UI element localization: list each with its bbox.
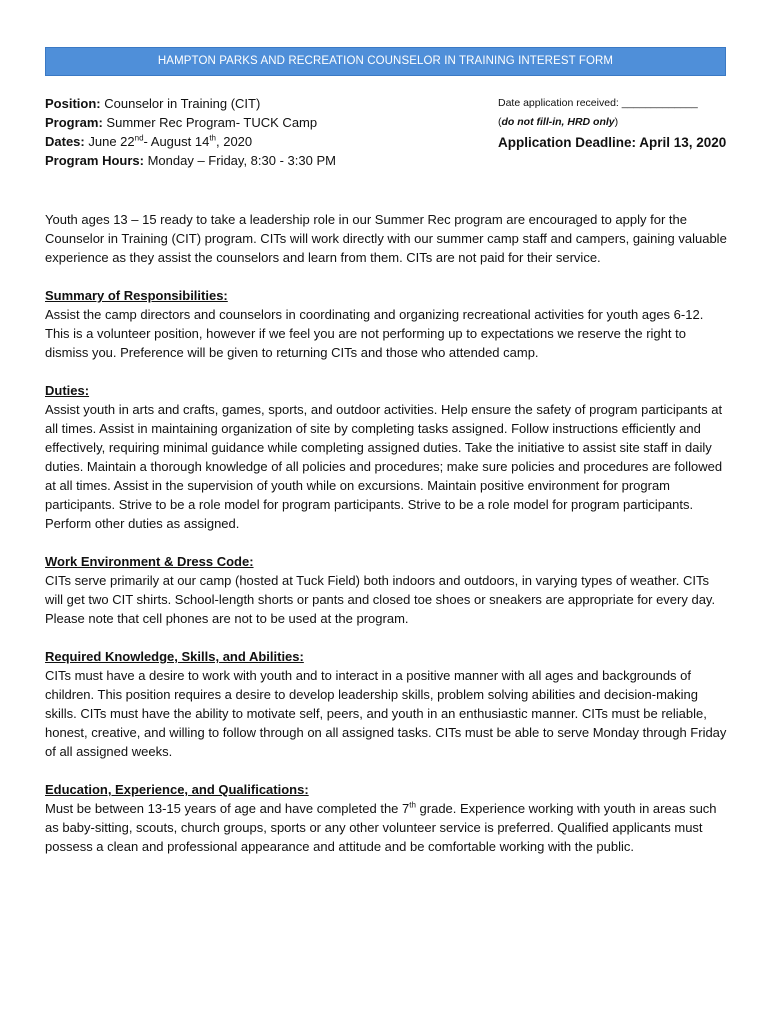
dates-start-sup: nd: [134, 133, 144, 143]
dates-start: June 22: [88, 134, 135, 149]
dates-end-sup: th: [209, 133, 216, 143]
skills-heading: Required Knowledge, Skills, and Abilities:: [45, 649, 304, 664]
application-deadline: Application Deadline: April 13, 2020: [498, 135, 727, 150]
dates-separator: - August 14: [143, 134, 210, 149]
hours-label: Program Hours:: [45, 153, 144, 168]
environment-section: [45, 552, 729, 628]
position-value: Counselor in Training (CIT): [104, 96, 261, 111]
hr-note-open: (: [498, 116, 502, 128]
hr-note-close: ): [614, 116, 619, 128]
environment-text: CITs serve primarily at our camp (hosted at Tuck Field) both indoors and outdoors, in varying types of weather. CITs will get two CIT shirts. School-length shorts or pants and closed toe shoes or sneakers are appropriate for every day. Please note that cell phones are not to be used at the program.: [45, 573, 716, 626]
duties-heading: Duties:: [45, 383, 90, 398]
position-label: Position:: [45, 96, 101, 111]
hours-value: Monday – Friday, 8:30 - 3:30 PM: [147, 153, 336, 168]
form-body: [45, 210, 729, 875]
dates-line: [45, 132, 336, 151]
hr-note-text: do not fill-in, HRD only: [501, 116, 615, 128]
program-info: [45, 94, 336, 170]
dates-label: Dates:: [45, 134, 85, 149]
education-text-b: grade. Experience working with youth in areas such as baby-sitting, scouts, church groups, sports or any other volunteer service is preferred. Qualified applicants must possess a clean and professional appearance and attitude and be comfortable working with the public.: [45, 801, 717, 854]
position-line: [45, 94, 336, 113]
skills-section: [45, 647, 729, 761]
summary-section: [45, 286, 729, 362]
environment-heading: Work Environment & Dress Code:: [45, 554, 254, 569]
duties-text: Assist youth in arts and crafts, games, sports, and outdoor activities. Help ensure the safety of program participants at all times. Assist in maintaining organization of site by completing tasks assigned. Follow instructions efficiently and effectively, requiring minimal guidance while completing assigned duties. Take the initiative to assist site staff in daily duties. Maintain a thorough knowledge of all policies and procedures; make sure policies and procedures are followed at all times. Assist in the supervision of youth while on excursions. Maintain positive environment for program participants. Strive to be a role model for program participants. Strive to be a role model for program participants. Perform other duties as assigned.: [45, 402, 723, 531]
education-text-a: Must be between 13-15 years of age and have completed the 7: [45, 801, 410, 816]
program-line: [45, 113, 336, 132]
hr-note: [498, 113, 728, 132]
form-title-banner: HAMPTON PARKS AND RECREATION COUNSELOR IN TRAINING INTEREST FORM: [45, 47, 726, 76]
program-value: Summer Rec Program- TUCK Camp: [106, 115, 318, 130]
education-heading: Education, Experience, and Qualifications:: [45, 782, 309, 797]
summary-heading: Summary of Responsibilities:: [45, 288, 228, 303]
date-received-field: Date application received: _____________: [498, 97, 698, 109]
program-label: Program:: [45, 115, 103, 130]
duties-section: [45, 381, 729, 533]
skills-text: CITs must have a desire to work with youth and to interact in a positive manner with all ages and backgrounds of children. This position requires a desire to develop leadership skills, problem solving abilities and decision-making skills. CITs must have the ability to motivate self, peers, and youth in an enthusiastic manner. CITs must be reliable, honest, creative, and willing to follow through on all assigned tasks. CITs must be able to serve Monday through Friday of all assigned weeks.: [45, 668, 727, 759]
education-text-sup: th: [409, 800, 416, 810]
hr-info: [498, 94, 728, 154]
intro-paragraph: Youth ages 13 – 15 ready to take a leadership role in our Summer Rec program are encouraged to apply for the Counselor in Training (CIT) program. CITs will work directly with our summer camp staff and campers, gaining valuable experience as they assist the counselors and learn from them. CITs are not paid for their service.: [45, 212, 727, 265]
hours-line: [45, 151, 336, 170]
education-section: [45, 780, 729, 856]
dates-year: , 2020: [216, 134, 253, 149]
summary-text: Assist the camp directors and counselors in coordinating and organizing recreational activities for youth ages 6-12. This is a volunteer position, however if we feel you are not performing up to expectations we reserve the right to dismiss you. Preference will be given to returning CITs and those who attended camp.: [45, 307, 704, 360]
